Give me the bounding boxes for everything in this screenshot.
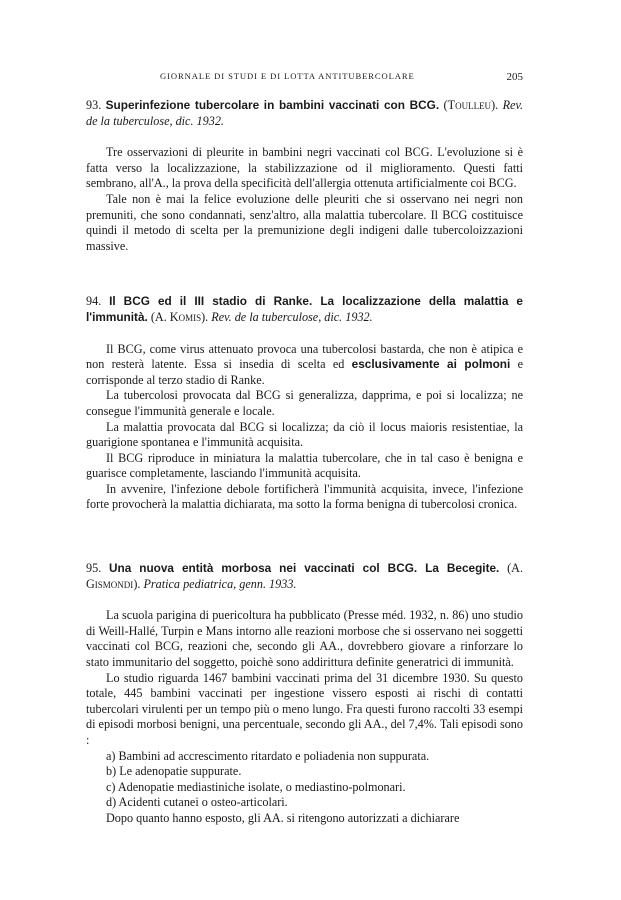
- paragraph: Il BCG riproduce in miniatura la malattia tubercolare, che in tal caso è benigna e guarisce completamente, lasciando l'immunità acquisita.: [86, 450, 523, 481]
- entry-heading: 95. Una nuova entità morbosa nei vaccinati col BCG. La Becegite. (A. Gismondi). Pratica pediatrica, genn. 1933.: [86, 561, 524, 591]
- emphasis-text: esclusivamente ai polmoni: [351, 357, 511, 372]
- paragraph: Tale non è mai la felice evoluzione delle pleuriti che si osservano nei negri non premuniti, che sono condannati, senz'altro, alla malattia tubercolare. Il BCG costituisce quindi il metodo di scelta per la premunizione degli indigeni dalle tubercoloizzazioni massive.: [86, 191, 523, 253]
- entry-author: A. Gismondi: [86, 561, 524, 591]
- paragraph: [86, 342, 523, 389]
- entry-number: 95.: [86, 561, 102, 576]
- abstract-entry-95: [86, 561, 523, 827]
- entry-citation: Pratica pediatrica, genn. 1933.: [143, 576, 297, 591]
- running-title: GIORNALE DI STUDI E DI LOTTA ANTITUBERCOLARE: [160, 71, 415, 81]
- list-item: c) Adenopatie mediastiniche isolate, o mediastino-polmonari.: [106, 779, 406, 794]
- entry-title: Il BCG ed il III stadio di Ranke. La localizzazione della malattia e l'immunità.: [86, 294, 523, 324]
- paragraph: La tubercolosi provocata dal BCG si generalizza, dapprima, e poi si localizza; ne consegue l'immunità generale e locale.: [86, 388, 523, 418]
- page-number: 205: [506, 71, 523, 83]
- paragraph-text: Il BCG, come virus attenuato provoca una tubercolosi bastarda, che non è atipica e non resterà latente. Essa si insedia di scelta ed: [86, 341, 523, 372]
- entry-title: Una nuova entità morbosa nei vaccinati col BCG. La Becegite.: [108, 561, 500, 576]
- entry-author: Toulleu: [447, 98, 492, 112]
- entry-number: 94.: [86, 294, 102, 309]
- article-body: [86, 98, 523, 827]
- entry-title: Superinfezione tubercolare in bambini vaccinati con BCG.: [105, 98, 440, 112]
- abstract-entry-94: [86, 294, 523, 513]
- entry-citation: Rev. de la tuberculose, dic. 1932.: [211, 309, 373, 324]
- paragraph: La malattia provocata dal BCG si localizza; da ciò il locus maioris resistentiae, la guarigione spontanea e l'immunità acquisita.: [86, 419, 523, 450]
- paragraph-text: e corrisponde al terzo stadio di Ranke.: [86, 357, 524, 387]
- entry-number: 93.: [86, 98, 102, 112]
- entry-heading: 94. Il BCG ed il III stadio di Ranke. La localizzazione della malattia e l'immunità. (A. Komis). Rev. de la tuberculose, dic. 1932.: [86, 294, 523, 324]
- paragraph: Lo studio riguarda 1467 bambini vaccinati prima del 31 dicembre 1930. Su questo totale, 445 bambini vaccinati per ingestione vissero esposti ai rischi di contatti tubercolari virulenti per un tempo più o meno lungo. Fra questi furono raccolti 33 esempi di episodi morbosi benigni, una percentuale, secondo gli AA., del 7,4%. Tali episodi sono :: [86, 670, 523, 747]
- paragraph: La scuola parigina di puericoltura ha pubblicato (Presse méd. 1932, n. 86) uno studio di Weill-Hallé, Turpin e Mans intorno alle reazioni morbose che si osservano nei soggetti vaccinati col BCG, reazioni che, secondo gli AA., dovrebbero giovare a rinforzare lo stato immunitario del soggetto, poichè sono addirittura definite generatrici di immunità.: [86, 608, 523, 670]
- entry-heading: 93. Superinfezione tubercolare in bambini vaccinati con BCG. (Toulleu). Rev. de la tuberculose, dic. 1932.: [86, 98, 524, 128]
- abstract-entry-93: [86, 98, 523, 254]
- list-item: a) Bambini ad accrescimento ritardato e poliadenia non suppurata.: [106, 748, 430, 763]
- running-header: [86, 71, 523, 85]
- entry-author: A. Komis: [154, 309, 202, 324]
- paragraph: Dopo quanto hanno esposto, gli AA. si ritengono autorizzati a dichiarare: [106, 810, 460, 825]
- paragraph: In avvenire, l'infezione debole fortificherà l'immunità acquisita, invece, l'infezione forte provocherà la malattia dichiarata, ma sotto la forma benigna di tubercolosi cronica.: [86, 481, 523, 512]
- paragraph: Tre osservazioni di pleurite in bambini negri vaccinati col BCG. L'evoluzione si è fatta verso la localizzazione, la stabilizzazione od il miglioramento. Questi fatti sembrano, all'A., la prova della specificità dell'allergia ottenuta artificialmente coi BCG.: [86, 145, 523, 191]
- entry-citation: Rev. de la tuberculose, dic. 1932.: [86, 98, 524, 128]
- list-item: d) Acidenti cutanei o osteo-articolari.: [106, 795, 288, 810]
- list-item: b) Le adenopatie suppurate.: [106, 764, 242, 779]
